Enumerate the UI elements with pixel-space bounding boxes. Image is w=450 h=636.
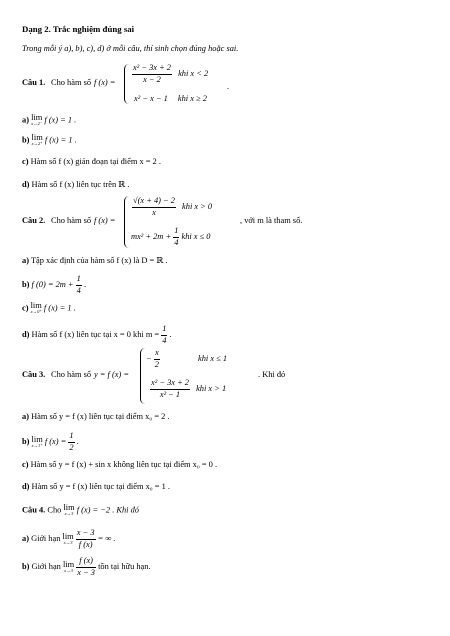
item-d xyxy=(22,180,129,191)
item-label: b) xyxy=(22,436,30,446)
item-text: Hàm số f (x) liên tục tại x = 0 khi m = xyxy=(31,329,160,339)
numerator: x xyxy=(154,348,160,360)
item-label: d) xyxy=(22,482,30,491)
left-brace xyxy=(140,348,145,404)
item-text: Giới hạn xyxy=(31,561,61,571)
limit xyxy=(63,561,74,574)
period: . xyxy=(227,82,230,91)
period: . xyxy=(76,436,79,446)
expression: f (x) = −2 . Khi đó xyxy=(76,505,139,515)
item-c xyxy=(22,302,76,315)
item-b xyxy=(22,274,86,296)
period: . xyxy=(169,329,172,339)
expression: x² − x − 1 xyxy=(134,94,168,103)
lim-word: lim xyxy=(62,531,74,541)
fraction xyxy=(68,431,74,453)
fraction xyxy=(76,274,82,296)
item-a xyxy=(22,528,116,550)
piece-2 xyxy=(150,378,226,400)
piece-1 xyxy=(146,348,227,370)
numerator: 1 xyxy=(173,226,179,238)
item-text: Giới hạn xyxy=(31,533,61,543)
expression: = ∞ . xyxy=(97,533,116,543)
item-a xyxy=(22,412,170,423)
denominator: f (x) xyxy=(78,539,93,549)
expression: f (x) = 1 . xyxy=(44,135,77,145)
limit xyxy=(63,504,74,517)
function-def: f (x) = xyxy=(94,78,116,87)
question-intro: Cho hàm số xyxy=(51,370,92,379)
item-b xyxy=(22,431,79,453)
lim-word: lim xyxy=(31,434,43,444)
lim-sub: x→2⁺ xyxy=(31,141,43,147)
numerator: 1 xyxy=(68,431,74,443)
denominator: 4 xyxy=(162,335,167,345)
item-c xyxy=(22,460,217,471)
item-label: b) xyxy=(22,135,30,145)
condition: khi x ≥ 2 xyxy=(177,94,207,103)
question-tail: , với m là tham số. xyxy=(240,216,303,225)
denominator: x − 3 xyxy=(77,567,95,577)
piece-2 xyxy=(131,226,211,248)
condition: khi x > 1 xyxy=(196,383,227,393)
item-text: Hàm số y = f (x) liên tục tại điểm x₀ = 1 . xyxy=(31,482,170,491)
piece-1 xyxy=(132,196,212,218)
expression: f (x) = xyxy=(44,436,67,446)
lim-word: lim xyxy=(30,301,42,310)
fraction xyxy=(150,378,190,400)
numerator: f (x) xyxy=(76,556,96,568)
lim-word: lim xyxy=(62,559,75,569)
fraction xyxy=(132,63,172,85)
item-label: a) xyxy=(22,412,29,421)
item-a xyxy=(22,114,76,127)
fraction xyxy=(173,226,179,248)
piece-2 xyxy=(134,94,207,105)
item-label: a) xyxy=(22,115,29,125)
lim-sub: x→3 xyxy=(63,539,73,545)
item-label: d) xyxy=(22,180,30,189)
expression: mx² + 2m + xyxy=(131,231,172,241)
section-heading: Dạng 2. Trắc nghiệm đúng sai xyxy=(22,24,135,34)
item-label: c) xyxy=(22,303,29,313)
denominator: x − 2 xyxy=(143,74,161,84)
question-intro: Cho hàm số xyxy=(51,78,92,87)
numerator: 1 xyxy=(76,274,82,286)
denominator: x xyxy=(152,207,156,217)
lim-sub: x→3 xyxy=(64,511,74,517)
limit xyxy=(32,134,43,147)
fraction xyxy=(161,324,167,346)
item-text: Hàm số f (x) gián đoạn tại điểm x = 2 . xyxy=(30,157,161,166)
question-label: Câu 3. xyxy=(22,370,46,379)
fraction xyxy=(76,528,96,550)
item-d xyxy=(22,482,170,493)
question-stem xyxy=(22,504,139,517)
item-c xyxy=(22,157,161,168)
limit xyxy=(32,436,43,449)
function-def: f (x) = xyxy=(94,216,116,225)
lim-sub: x→1⁺ xyxy=(31,442,43,448)
condition: khi x ≤ 0 xyxy=(181,231,211,241)
lim-word: lim xyxy=(31,133,43,142)
item-label: b) xyxy=(22,279,30,289)
left-brace xyxy=(124,64,129,104)
item-text: tồn tại hữu hạn. xyxy=(98,561,151,571)
numerator: x − 3 xyxy=(76,528,96,540)
item-label: a) xyxy=(22,256,29,265)
minus-sign: − xyxy=(146,353,152,363)
item-label: c) xyxy=(22,157,29,166)
denominator: 4 xyxy=(76,285,81,295)
numerator: √(x + 4) − 2 xyxy=(132,196,176,208)
item-b xyxy=(22,556,151,578)
limit xyxy=(31,114,42,127)
lim-word: lim xyxy=(31,113,43,122)
item-text: Hàm số y = f (x) liên tục tại điểm x₀ = 2 . xyxy=(31,412,170,421)
left-brace xyxy=(124,196,129,248)
question-label: Câu 4. xyxy=(22,505,46,515)
denominator: x² − 1 xyxy=(159,389,181,399)
period: . xyxy=(83,279,87,289)
question-label: Câu 2. xyxy=(22,216,46,225)
denominator: 4 xyxy=(174,237,179,247)
condition: khi x < 2 xyxy=(178,68,209,78)
item-label: c) xyxy=(22,460,29,469)
item-b xyxy=(22,134,77,147)
item-label: d) xyxy=(22,329,30,339)
expression: f (x) = 1 . xyxy=(43,303,76,313)
item-d xyxy=(22,324,172,346)
condition: khi x > 0 xyxy=(182,201,213,211)
item-label: b) xyxy=(22,561,30,571)
question-intro: Cho xyxy=(47,505,62,515)
numerator: 1 xyxy=(161,324,167,336)
item-text: Tập xác định của hàm số f (x) là D = ℝ . xyxy=(30,256,168,265)
item-label: a) xyxy=(22,533,29,543)
item-text: Hàm số y = f (x) + sin x không liên tục tại điểm x₀ = 0 . xyxy=(30,460,218,469)
limit xyxy=(63,533,74,546)
denominator: 2 xyxy=(154,359,159,369)
limit xyxy=(31,302,42,315)
item-a xyxy=(22,256,168,267)
condition: khi x ≤ 1 xyxy=(198,353,228,363)
lim-sub: x→3 xyxy=(64,567,73,573)
lim-word: lim xyxy=(63,503,75,512)
question-tail: . Khi đó xyxy=(258,370,286,379)
expression: f (0) = 2m + xyxy=(31,279,74,289)
lim-sub: x→2⁻ xyxy=(31,121,43,127)
piece-1 xyxy=(132,63,208,85)
lim-sub: x→0⁺ xyxy=(30,309,42,315)
instruction-text: Trong mỗi ý a), b), c), d) ở mỗi câu, thí sinh chọn đúng hoặc sai. xyxy=(22,44,239,53)
expression: f (x) = 1 . xyxy=(44,115,77,125)
question-intro: Cho hàm số xyxy=(51,216,92,225)
function-def: y = f (x) = xyxy=(94,370,130,379)
question-label: Câu 1. xyxy=(22,78,46,87)
denominator: 2 xyxy=(69,442,74,452)
item-text: Hàm số f (x) liên tục trên ℝ . xyxy=(31,180,130,189)
numerator: x² − 3x + 2 xyxy=(150,378,190,390)
numerator: x² − 3x + 2 xyxy=(132,63,172,75)
fraction xyxy=(132,196,176,218)
fraction xyxy=(76,556,96,578)
fraction xyxy=(154,348,160,370)
